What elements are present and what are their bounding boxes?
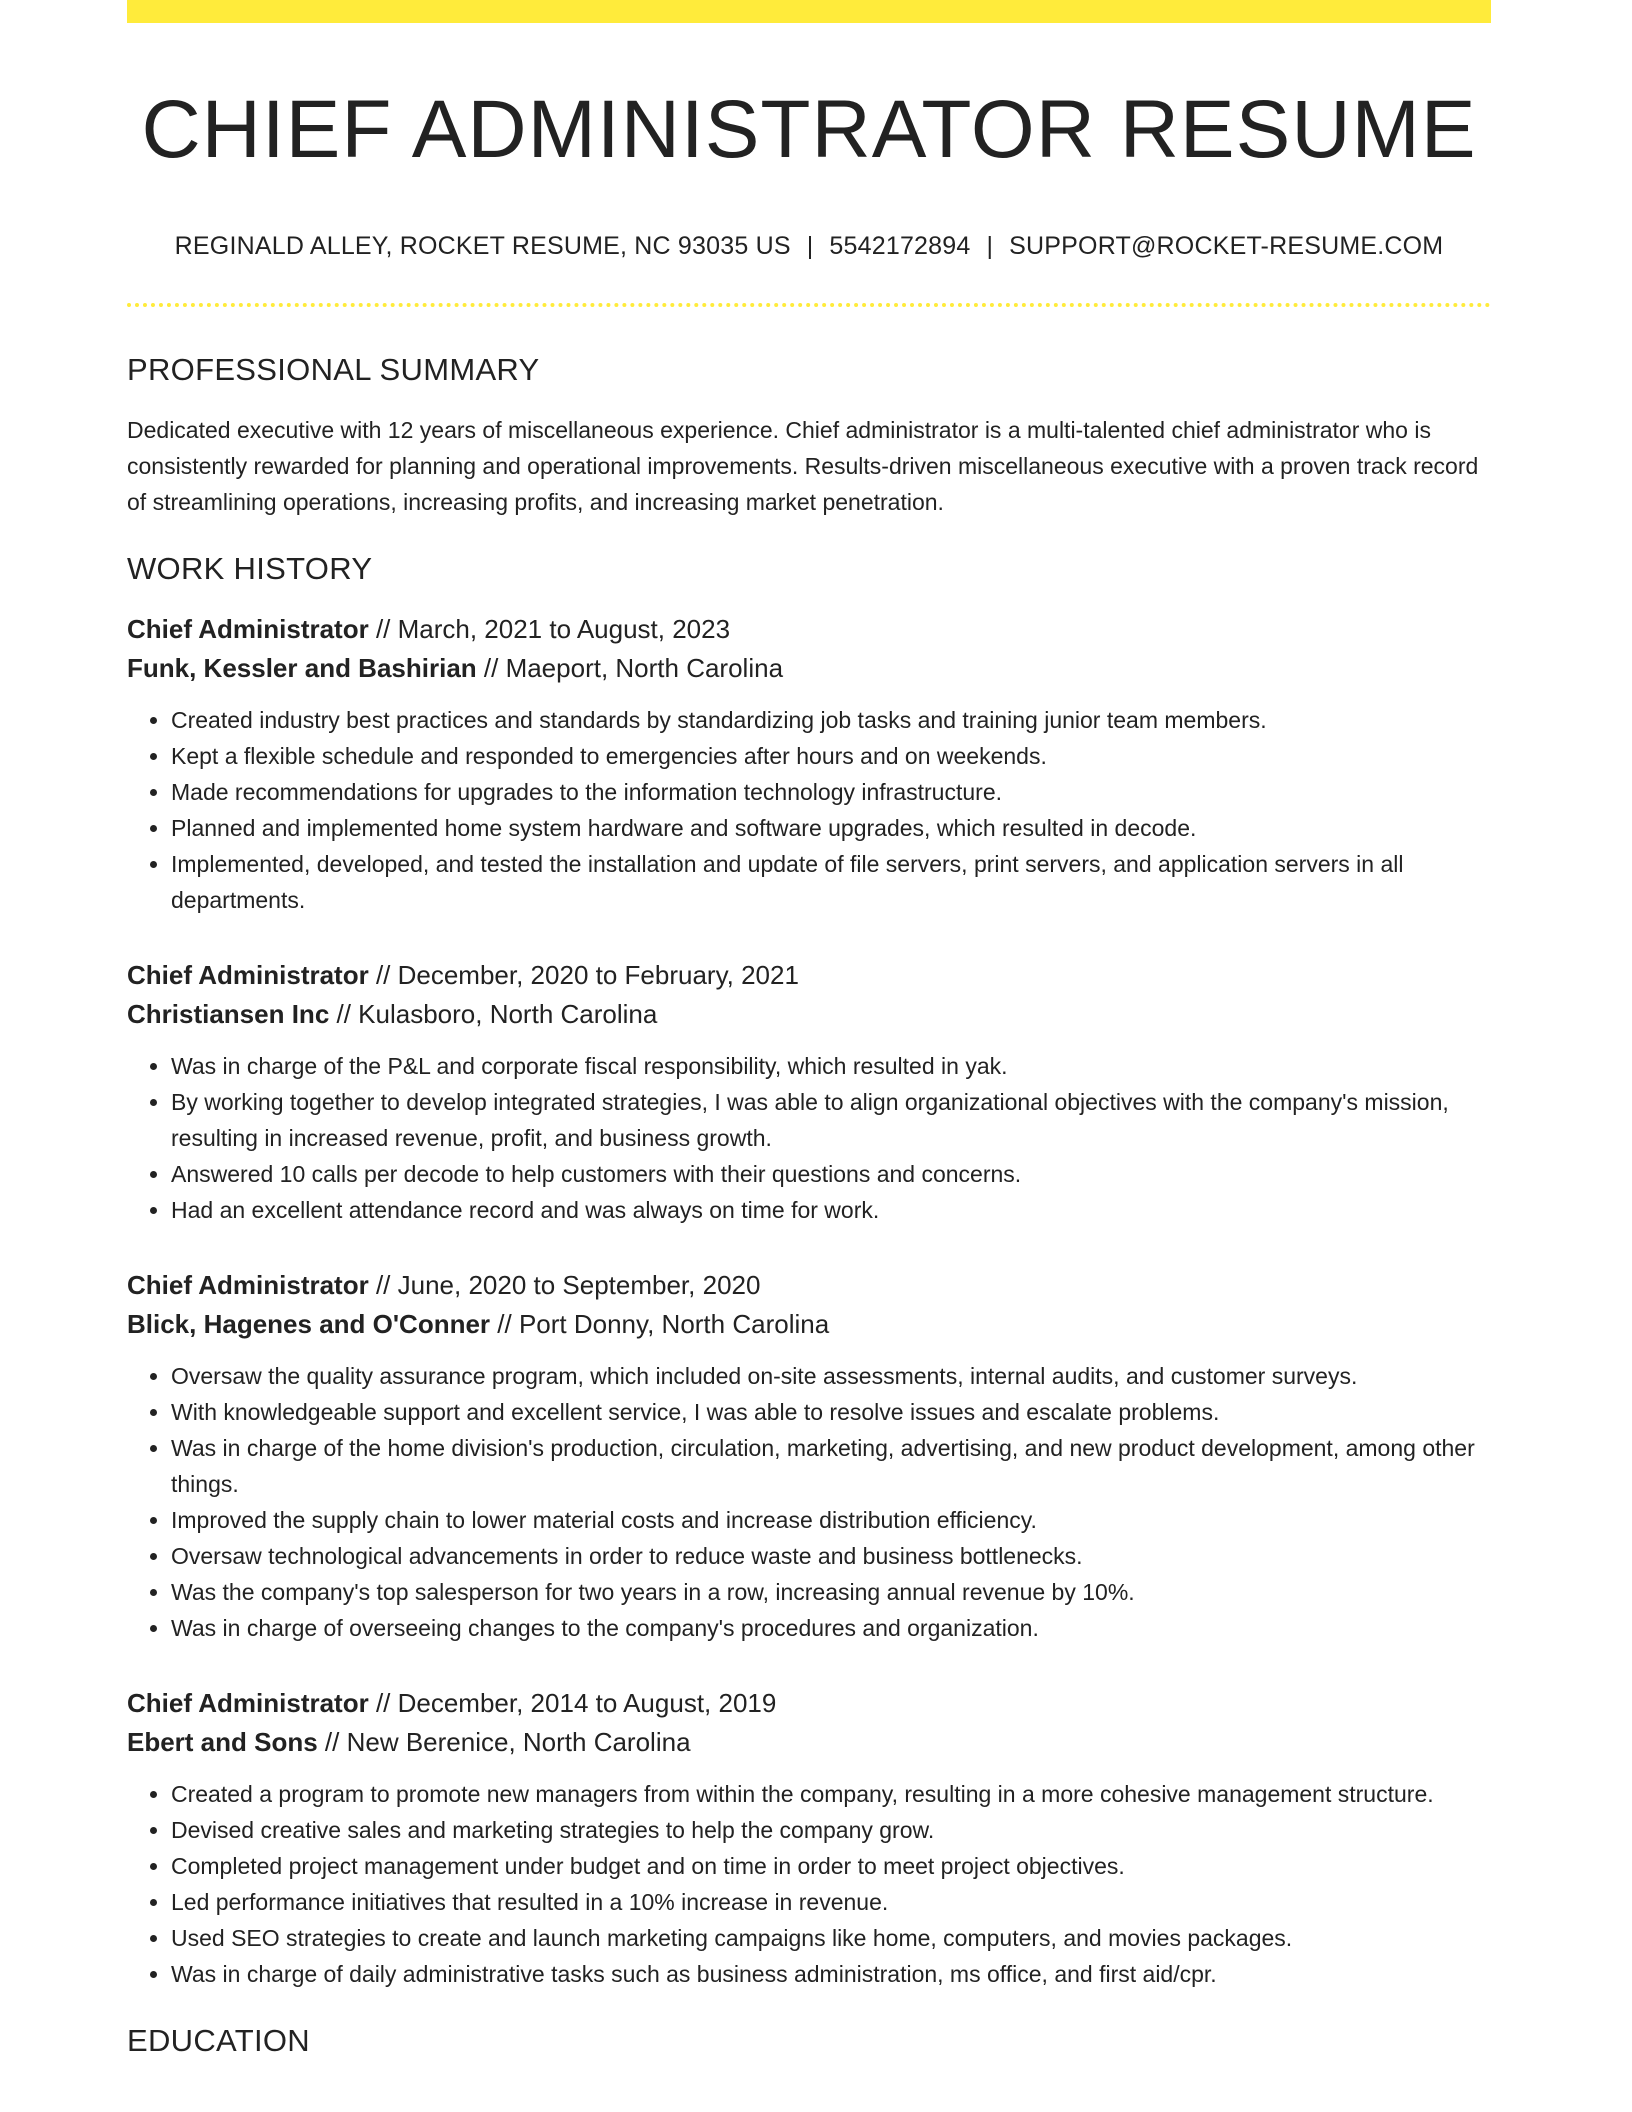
job-bullet: • Was in charge of daily administrative tasks such as business administration, ms office, and first aid/cpr. bbox=[171, 1956, 1491, 1992]
work-history-heading: WORK HISTORY bbox=[127, 551, 373, 587]
job-bullet: • Created industry best practices and standards by standardizing job tasks and training junior team members. bbox=[171, 702, 1491, 738]
job-bullet: • Was in charge of the home division's production, circulation, marketing, advertising, and new product development, among other things. bbox=[171, 1430, 1491, 1502]
job-bullet: • Planned and implemented home system hardware and software upgrades, which resulted in decode. bbox=[171, 810, 1491, 846]
job-bullet: • Completed project management under budget and on time in order to meet project objectives. bbox=[171, 1848, 1491, 1884]
job-bullet: • Led performance initiatives that resulted in a 10% increase in revenue. bbox=[171, 1884, 1491, 1920]
job-bullet-list bbox=[127, 1358, 1491, 1646]
summary-text: Dedicated executive with 12 years of miscellaneous experience. Chief administrator is a multi-talented chief administrator who is consistently rewarded for planning and operational improvements. Results-driven miscellaneous executive with a proven track record of streamlining operations, increasing profits, and increasing market penetration. bbox=[127, 417, 1479, 516]
education-heading: EDUCATION bbox=[127, 2022, 310, 2058]
job-bullet: • With knowledgeable support and excellent service, I was able to resolve issues and escalate problems. bbox=[171, 1394, 1491, 1430]
job-dates: // March, 2021 to August, 2023 bbox=[368, 613, 731, 644]
job-title: Chief Administrator bbox=[127, 1687, 369, 1718]
job-title: Chief Administrator bbox=[127, 959, 369, 990]
job-bullet: • Made recommendations for upgrades to the information technology infrastructure. bbox=[171, 774, 1491, 810]
job-dates: // December, 2020 to February, 2021 bbox=[368, 959, 799, 990]
job-entry bbox=[127, 1266, 1491, 1646]
job-location: // Kulasboro, North Carolina bbox=[329, 998, 658, 1029]
contact-separator: | bbox=[986, 232, 994, 261]
top-accent-bar bbox=[127, 0, 1491, 23]
job-title-line bbox=[127, 610, 1491, 649]
contact-line bbox=[127, 231, 1491, 261]
job-bullet: • Answered 10 calls per decode to help customers with their questions and concerns. bbox=[171, 1156, 1491, 1192]
job-bullet: • Used SEO strategies to create and launch marketing campaigns like home, computers, and movies packages. bbox=[171, 1920, 1491, 1956]
job-company-line bbox=[127, 1305, 1491, 1344]
job-bullet: • Had an excellent attendance record and was always on time for work. bbox=[171, 1192, 1491, 1228]
summary-heading: PROFESSIONAL SUMMARY bbox=[127, 352, 540, 388]
job-bullet: • Was in charge of overseeing changes to the company's procedures and organization. bbox=[171, 1610, 1491, 1646]
job-title: Chief Administrator bbox=[127, 613, 369, 644]
job-title-line bbox=[127, 1684, 1491, 1723]
job-bullet: • Was in charge of the P&L and corporate fiscal responsibility, which resulted in yak. bbox=[171, 1048, 1491, 1084]
contact-email: SUPPORT@ROCKET-RESUME.COM bbox=[1009, 232, 1444, 261]
job-title: Chief Administrator bbox=[127, 1269, 369, 1300]
job-company-line bbox=[127, 649, 1491, 688]
job-bullet-list bbox=[127, 1776, 1491, 1992]
contact-address: REGINALD ALLEY, ROCKET RESUME, NC 93035 US bbox=[174, 232, 791, 261]
job-bullet: • Oversaw the quality assurance program, which included on-site assessments, internal audits, and customer surveys. bbox=[171, 1358, 1491, 1394]
job-bullet: • Was the company's top salesperson for two years in a row, increasing annual revenue by 10%. bbox=[171, 1574, 1491, 1610]
job-company: Blick, Hagenes and O'Conner bbox=[127, 1308, 491, 1339]
contact-phone: 5542172894 bbox=[829, 232, 971, 261]
job-company: Christiansen Inc bbox=[127, 998, 330, 1029]
job-entry bbox=[127, 1684, 1491, 1992]
job-entry bbox=[127, 610, 1491, 918]
job-bullet: • By working together to develop integrated strategies, I was able to align organizational objectives with the company's mission, resulting in increased revenue, profit, and business growth. bbox=[171, 1084, 1491, 1156]
job-location: // Port Donny, North Carolina bbox=[490, 1308, 830, 1339]
job-dates: // December, 2014 to August, 2019 bbox=[368, 1687, 777, 1718]
job-company: Ebert and Sons bbox=[127, 1726, 318, 1757]
job-bullet: • Kept a flexible schedule and responded to emergencies after hours and on weekends. bbox=[171, 738, 1491, 774]
contact-separator: | bbox=[806, 232, 814, 261]
job-company-line bbox=[127, 1723, 1491, 1762]
job-bullet: • Improved the supply chain to lower material costs and increase distribution efficiency. bbox=[171, 1502, 1491, 1538]
job-bullet: • Implemented, developed, and tested the installation and update of file servers, print servers, and application servers in all departments. bbox=[171, 846, 1491, 918]
job-location: // New Berenice, North Carolina bbox=[317, 1726, 691, 1757]
job-title-line bbox=[127, 956, 1491, 995]
job-bullet-list bbox=[127, 1048, 1491, 1228]
dotted-divider bbox=[127, 303, 1491, 307]
job-location: // Maeport, North Carolina bbox=[476, 652, 784, 683]
job-company-line bbox=[127, 995, 1491, 1034]
job-bullet: • Devised creative sales and marketing strategies to help the company grow. bbox=[171, 1812, 1491, 1848]
job-title-line bbox=[127, 1266, 1491, 1305]
job-bullet: • Created a program to promote new managers from within the company, resulting in a more cohesive management structure. bbox=[171, 1776, 1491, 1812]
job-bullet: • Oversaw technological advancements in order to reduce waste and business bottlenecks. bbox=[171, 1538, 1491, 1574]
job-company: Funk, Kessler and Bashirian bbox=[127, 652, 477, 683]
job-bullet-list bbox=[127, 702, 1491, 918]
resume-page bbox=[127, 0, 1491, 2059]
document-title: CHIEF ADMINISTRATOR RESUME bbox=[141, 84, 1477, 175]
job-dates: // June, 2020 to September, 2020 bbox=[368, 1269, 761, 1300]
job-entry bbox=[127, 956, 1491, 1228]
